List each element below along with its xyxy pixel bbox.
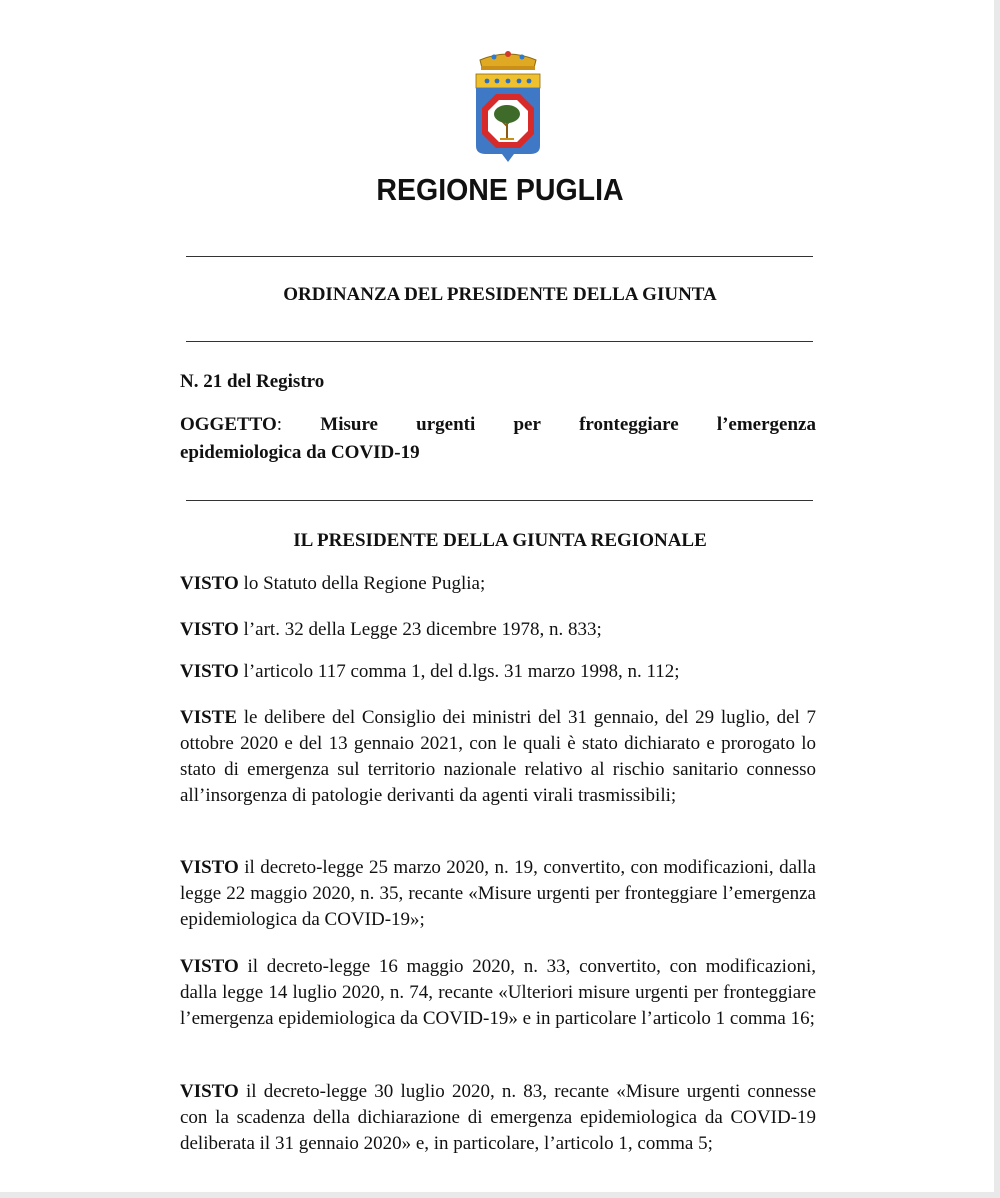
oggetto-line2: epidemiologica da COVID-19	[180, 442, 420, 463]
clause-keyword: VISTO	[180, 1081, 239, 1102]
president-heading: IL PRESIDENTE DELLA GIUNTA REGIONALE	[293, 530, 707, 551]
oggetto-word: Misure	[320, 414, 378, 435]
clause	[180, 855, 816, 933]
clause-keyword: VISTO	[180, 661, 239, 682]
clause-text: le delibere del Consiglio dei ministri del 31 gennaio, del 29 luglio, del 7 ottobre 2020 e del 13 gennaio 2021, con le quali è stato dichiarato e prorogato lo stato di emergenza sul territorio nazionale relativo al rischio sanitario connesso all’insorgenza di patologie derivanti da agenti virali trasmissibili;	[180, 707, 816, 806]
divider	[186, 341, 813, 342]
document-title: ORDINANZA DEL PRESIDENTE DELLA GIUNTA	[283, 284, 717, 305]
oggetto-word: per	[513, 414, 541, 435]
page-edge-bottom	[0, 1192, 1000, 1198]
clause-keyword: VISTO	[180, 857, 239, 878]
clause-keyword: VISTE	[180, 707, 238, 728]
regione-puglia-crest-icon	[470, 46, 546, 164]
oggetto-word: urgenti	[416, 414, 476, 435]
clause-text: il decreto-legge 30 luglio 2020, n. 83, recante «Misure urgenti connesse con la scadenza della dichiarazione di emergenza epidemiologica da COVID-19 deliberata il 31 gennaio 2020» e, in particolare, l’articolo 1, comma 5;	[180, 1081, 816, 1154]
clause-keyword: VISTO	[180, 573, 239, 594]
clause-text: il decreto-legge 16 maggio 2020, n. 33, convertito, con modificazioni, dalla legge 14 luglio 2020, n. 74, recante «Ulteriori misure urgenti per fronteggiare l’emergenza epidemiologica da COVID-19» e in particolare l’articolo 1 comma 16;	[180, 956, 816, 1029]
divider	[186, 500, 813, 501]
clause-text: l’art. 32 della Legge 23 dicembre 1978, n. 833;	[238, 619, 602, 640]
clause-text: il decreto-legge 25 marzo 2020, n. 19, convertito, con modificazioni, dalla legge 22 maggio 2020, n. 35, recante «Misure urgenti per fronteggiare l’emergenza epidemiologica da COVID-19»;	[180, 857, 816, 930]
divider	[186, 256, 813, 257]
clause-keyword: VISTO	[180, 619, 239, 640]
oggetto-word: fronteggiare	[579, 414, 679, 435]
clause	[180, 705, 816, 809]
clause	[180, 617, 816, 643]
oggetto-label: OGGETTO:	[180, 414, 283, 435]
oggetto-word: l’emergenza	[716, 414, 816, 435]
clause-keyword: VISTO	[180, 956, 239, 977]
clause-text: lo Statuto della Regione Puglia;	[238, 573, 486, 594]
clause	[180, 1079, 816, 1157]
clause	[180, 659, 816, 685]
oggetto-block	[180, 411, 816, 467]
registro-number: N. 21 del Registro	[180, 371, 325, 392]
clause-text: l’articolo 117 comma 1, del d.lgs. 31 marzo 1998, n. 112;	[238, 661, 680, 682]
clause	[180, 571, 816, 597]
clause	[180, 954, 816, 1032]
page-edge-right	[994, 0, 1000, 1198]
logo-text: REGIONE PUGLIA	[376, 172, 624, 207]
